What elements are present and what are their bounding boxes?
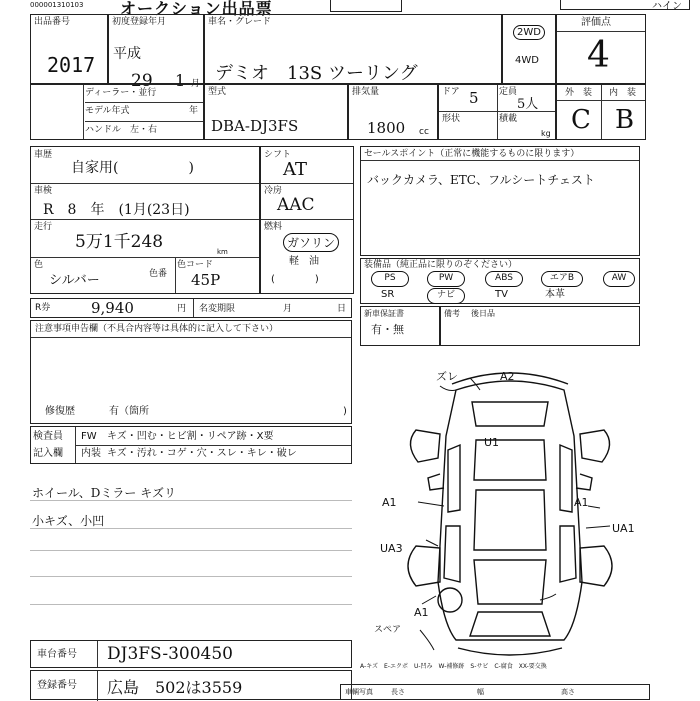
inspector-line1-hw: ホイール、Dミラー キズリ [32,486,176,500]
car-diagram [360,350,660,670]
model-year-unit: 年 [189,106,199,116]
top-digits: 000001310103 [30,1,84,9]
remarks-label: 備考 [444,309,460,318]
equip-leather: 本革 [545,289,565,300]
shape-label: 形状 [442,114,461,124]
drive-4wd: 4WD [515,55,539,66]
doors-hw: 5 [469,89,479,107]
fw-text: キズ・凹む・ヒビ割・リペア跡・X要 [107,431,274,442]
fw-cat: FW [81,431,97,442]
new-car-label: 新車保証書 [364,309,404,318]
inspection-label: 車検 [34,186,53,196]
yen-unit: 円 [177,304,187,314]
shift-label: シフト [264,150,292,160]
nc-month-unit: 月 [283,304,293,314]
recycle-label: R券 [35,303,51,313]
registration-row [30,670,352,700]
remarks-hw: 後日品 [471,309,495,318]
mileage-label: 走行 [34,222,53,232]
nc-day-unit: 日 [337,304,347,314]
vehicle-type-label: 車歴 [34,150,53,160]
reg-hw: 広島 502は3559 [107,678,243,697]
month-hw: 1 [175,71,186,90]
load-label: 積載 [499,114,518,124]
handle-label: ハンドル 左・右 [85,125,158,135]
reg-label: 登録番号 [37,680,77,691]
displacement-box [348,84,438,140]
shift-hw: AT [283,159,308,180]
first-reg-label: 初度登録年月 [112,17,167,27]
type-label: 型式 [208,87,227,97]
recycle-row [30,298,352,318]
color-no-label: 色番 [149,269,168,279]
vehicle-info-box [30,146,260,294]
drive-2wd: 2WD [513,25,545,40]
name-change-label: 名変期限 [199,304,236,314]
inspector-label-1: 検査員 [33,431,63,442]
inspector-label-2: 記入欄 [33,448,63,459]
shift-ac-fuel-box [260,146,354,294]
mark-a1-rear: A1 [414,606,429,619]
exterior-hw: C [571,105,591,135]
equip-navi: ナビ [427,288,465,304]
ac-label: 冷房 [264,186,283,196]
fuel-hw: ガソリン [283,233,339,252]
lot-number: 2017 [47,53,96,77]
kg-unit: kg [541,129,551,138]
fuel-paren: ( ) [271,274,319,285]
mark-zure: ズレ [436,370,458,383]
capacity-label: 定員 [499,87,518,97]
small-label-photo: 車輌写真 [345,688,373,696]
equip-sr: SR [381,289,395,300]
color-code-hw: 45P [191,271,221,289]
displacement-label: 排気量 [352,87,380,97]
score-label: 評価点 [581,17,611,28]
model-name-box [204,14,502,84]
lot-label: 出品番号 [34,17,71,27]
damage-legend: A-キズ E-エクボ U-凹み W-補修跡 S-サビ C-腐食 XX-要交換 [360,663,547,670]
mark-a1-left: A1 [382,496,397,509]
color-hw: シルバー [49,273,100,288]
era-hw: 平成 [113,46,141,62]
fuel-diesel: 軽 油 [289,256,319,267]
equip-abs: ABS [485,271,523,287]
color-code-label: 色コード [177,260,214,270]
year-hw: 29 [131,71,153,91]
interior-hw: B [615,105,635,135]
chassis-hw: DJ3FS-300450 [107,644,233,664]
equipment-box [360,258,640,304]
vehicle-type-hw: 自家用( ) [71,160,194,176]
fuel-label: 燃料 [264,222,283,232]
chassis-row [30,640,352,668]
inspector-line2-hw: 小キズ、小凹 [32,514,105,528]
month-unit: 月 [191,79,201,89]
type-hw: DBA-DJ3FS [211,117,299,135]
drive-box [502,14,556,84]
model-name-label: 車名・グレード [208,17,272,27]
equip-airbag: エアB [541,271,583,287]
equip-pw: PW [427,271,465,287]
color-label: 色 [34,260,44,270]
chassis-label: 車台番号 [37,649,77,660]
equip-aw: AW [603,271,635,287]
doors-capacity-box [438,84,556,140]
small-label-height: 高さ [561,688,575,696]
remarks-box [440,306,640,346]
score-hw: 4 [587,35,610,76]
guarantee-box [360,306,440,346]
sales-hw: バックカメラ、ETC、フルシートチェスト [367,173,595,187]
type-box [204,84,348,140]
dealer-label: ディーラー・並行 [85,88,157,98]
equipment-label: 装備品（純正品に限りのぞください） [364,260,518,270]
small-label-length: 長さ [391,688,405,696]
interior-cat: 内装 [81,448,101,459]
bottom-right-strip [340,684,650,700]
spare-label: スペア [374,625,402,635]
auction-title: オークション出品票 [120,0,273,18]
small-label-width: 幅 [477,688,484,696]
model-name-hw: デミオ 13S ツーリング [215,63,418,84]
lot-box [30,14,108,84]
repair-label: 修復歴 [45,406,75,417]
repair-value: 有（箇所 [109,406,149,417]
first-registration-box [108,14,204,91]
exterior-interior-box [556,84,646,140]
cc-unit: cc [419,127,429,137]
inspector-box [30,426,352,464]
score-box [556,14,646,84]
exterior-label: 外 装 [565,88,593,98]
ac-hw: AAC [277,195,315,215]
capacity-hw: 5人 [517,97,539,112]
sales-point-box [360,146,640,256]
interior-label: 内 装 [609,88,637,98]
mark-a1-right: A1 [574,496,589,509]
mark-ua1: UA1 [612,522,635,535]
mark-ua3: UA3 [380,542,403,555]
displacement-hw: 1800 [367,119,406,137]
km-unit: km [217,248,228,256]
doors-label: ドア [442,87,460,97]
equip-ps: PS [371,271,409,287]
inspector-notes-area [30,466,352,626]
sales-label: セールスポイント（正常に機能するものに限ります） [364,149,580,159]
top-right-hw: ハイン [652,1,682,12]
recycle-hw: 9,940 [91,299,134,317]
mark-a2: A2 [500,370,515,383]
equip-tv: TV [495,289,508,300]
dealer-box [30,84,204,140]
has-label: 有・無 [371,323,404,336]
interior-text: キズ・汚れ・コゲ・穴・スレ・キレ・破レ [107,448,297,459]
notes-box: 注意事項申告欄（不具合内容等は具体的に記入して下さい） 修復歴 有（箇所 ) [30,320,352,424]
notes-label: 注意事項申告欄（不具合内容等は具体的に記入して下さい） [35,324,279,334]
mark-u1: U1 [484,436,500,449]
header-stamp-box [330,0,402,12]
inspection-hw: R 8 年 (1月(23日) [43,202,190,218]
mileage-hw: 5万1千248 [75,232,164,252]
model-year-label: モデル年式 [85,106,130,116]
